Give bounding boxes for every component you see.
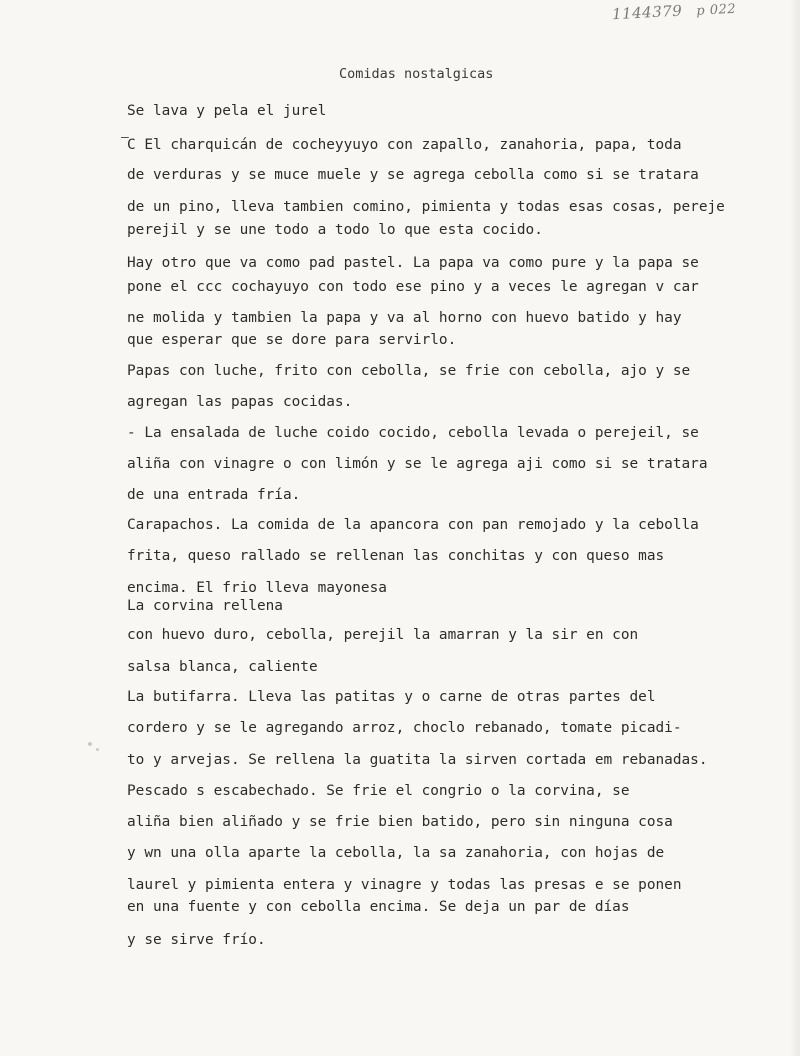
page-edge-shadow <box>790 0 800 1056</box>
text-line: C El charquicán de cocheyyuyo con zapallo, zanahoria, papa, toda <box>127 137 682 153</box>
handwritten-annotation <box>612 0 737 23</box>
text-line: Pescado s escabechado. Se frie el congrio o la corvina, se <box>127 783 630 799</box>
text-line: Hay otro que va como pad pastel. La papa va como pure y la papa se <box>127 255 699 271</box>
text-line: y wn una olla aparte la cebolla, la sa zanahoria, con hojas de <box>127 845 665 861</box>
text-line: to y arvejas. Se rellena la guatita la sirven cortada em rebanadas. <box>127 752 708 768</box>
text-line: y se sirve frío. <box>127 932 266 948</box>
document-title: Comidas nostalgicas <box>339 66 494 82</box>
paper-speck <box>96 748 99 751</box>
page-reference: p 022 <box>695 1 737 19</box>
text-line: que esperar que se dore para servirlo. <box>127 332 457 348</box>
dash-mark: — <box>121 130 129 145</box>
text-line: agregan las papas cocidas. <box>127 394 353 410</box>
text-line: aliña bien aliñado y se frie bien batido, pero sin ninguna cosa <box>127 814 673 830</box>
text-line: ne molida y tambien la papa y va al horno con huevo batido y hay <box>127 310 682 326</box>
text-line: laurel y pimienta entera y vinagre y todas las presas e se ponen <box>127 877 682 893</box>
text-line: encima. El frio lleva mayonesa <box>127 580 387 596</box>
text-line: pone el ccc cochayuyo con todo ese pino y a veces le agregan v car <box>127 279 699 295</box>
text-line: con huevo duro, cebolla, perejil la amarran y la sir en con <box>127 627 639 643</box>
text-line: cordero y se le agregando arroz, choclo rebanado, tomate picadi- <box>127 720 682 736</box>
text-line: de verduras y se muce muele y se agrega cebolla como si se tratara <box>127 167 699 183</box>
text-line: La butifarra. Lleva las patitas y o carne de otras partes del <box>127 689 656 705</box>
text-line: La corvina rellena <box>127 598 283 614</box>
text-line: - La ensalada de luche coido cocido, cebolla levada o perejeil, se <box>127 425 699 441</box>
text-line: aliña con vinagre o con limón y se le agrega aji como si se tratara <box>127 456 708 472</box>
text-line: perejil y se une todo a todo lo que esta cocido. <box>127 222 543 238</box>
text-line: en una fuente y con cebolla encima. Se deja un par de días <box>127 899 630 915</box>
text-line: Carapachos. La comida de la apancora con pan remojado y la cebolla <box>127 517 699 533</box>
paper-speck <box>88 742 92 746</box>
text-line: de una entrada fría. <box>127 487 301 503</box>
archive-number: 1144379 <box>611 1 683 24</box>
text-line: de un pino, lleva tambien comino, pimienta y todas esas cosas, pereje <box>127 199 725 215</box>
text-line: salsa blanca, caliente <box>127 659 318 675</box>
text-line: frita, queso rallado se rellenan las conchitas y con queso mas <box>127 548 665 564</box>
text-line: Papas con luche, frito con cebolla, se frie con cebolla, ajo y se <box>127 363 691 379</box>
text-line: Se lava y pela el jurel <box>127 103 327 119</box>
